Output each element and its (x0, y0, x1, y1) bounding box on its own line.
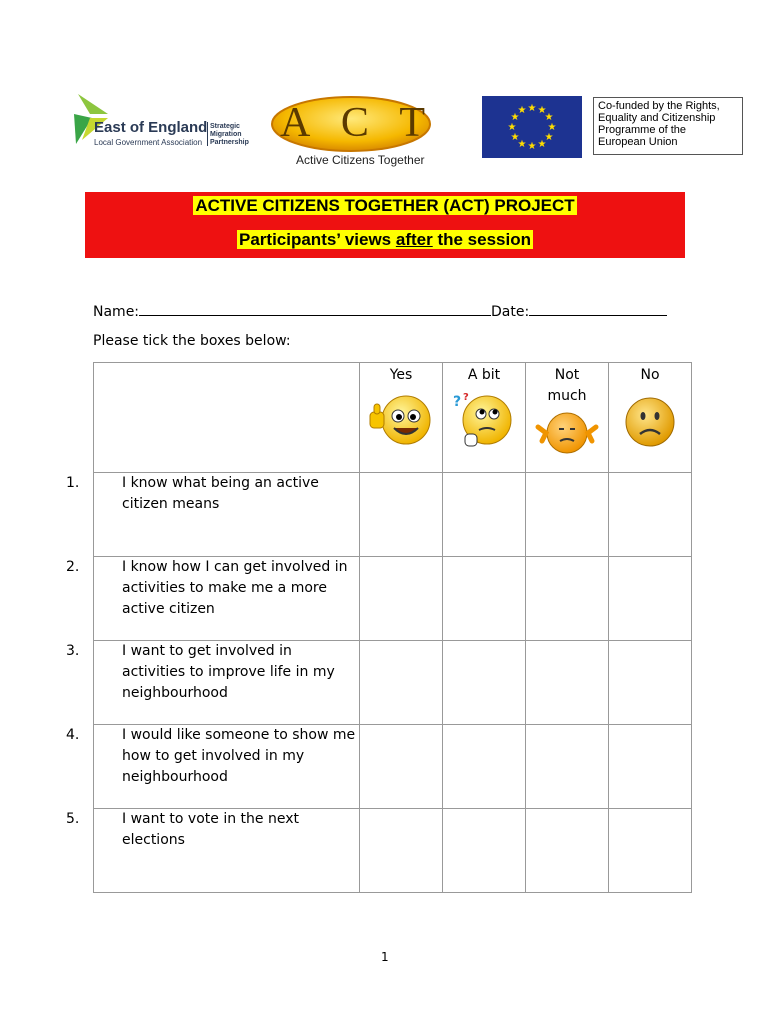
header-a-bit: A bit ? ? (443, 363, 526, 473)
svg-text:?: ? (453, 394, 462, 410)
table-row (94, 641, 692, 725)
instruction-text: Please tick the boxes below: (93, 333, 291, 349)
act-logo (270, 95, 435, 170)
name-label: Name: (93, 304, 140, 320)
sad-smiley-icon (615, 390, 685, 450)
name-field[interactable] (139, 301, 491, 316)
eu-stars-icon (482, 96, 582, 158)
header-blank-cell (94, 363, 360, 473)
checkbox-q5-a-bit[interactable] (443, 809, 526, 893)
eu-flag (482, 96, 582, 158)
svg-text:★: ★ (517, 139, 527, 150)
checkbox-q4-a-bit[interactable] (443, 725, 526, 809)
not-much-label: Not much (547, 367, 587, 404)
checkbox-q1-no[interactable] (609, 473, 692, 557)
title-banner (85, 192, 685, 258)
question-4: 4. I would like someone to show me how to get involved in my neighbourhood (94, 725, 360, 809)
header-not-much (526, 363, 609, 473)
question-3: 3. I want to get involved in activities to improve life in my neighbourhood (94, 641, 360, 725)
eoe-subtitle: Local Government Association (94, 138, 203, 147)
table-row (94, 725, 692, 809)
header-yes: Yes (360, 363, 443, 473)
table-header-row (94, 363, 692, 473)
checkbox-q3-yes[interactable] (360, 641, 443, 725)
checkbox-q5-no[interactable] (609, 809, 692, 893)
svg-text:★: ★ (547, 122, 557, 133)
svg-text:★: ★ (544, 112, 554, 123)
eoe-divider (207, 122, 208, 146)
date-field[interactable] (529, 301, 667, 316)
svg-text:★: ★ (537, 105, 547, 116)
checkbox-q3-no[interactable] (609, 641, 692, 725)
svg-text:★: ★ (527, 103, 537, 114)
checkbox-q1-a-bit[interactable] (443, 473, 526, 557)
date-label: Date: (491, 304, 530, 320)
session-subtitle: Participants’ views after the session (239, 230, 531, 249)
eoe-title: East of England (94, 119, 208, 136)
eoe-side-text: Strategic Migration Partnership (210, 123, 249, 146)
checkbox-q2-yes[interactable] (360, 557, 443, 641)
table-row (94, 473, 692, 557)
banner-title-row (85, 196, 685, 216)
table-row (94, 809, 692, 893)
svg-text:★: ★ (510, 132, 520, 143)
svg-text:★: ★ (527, 141, 537, 152)
svg-text:★: ★ (537, 139, 547, 150)
svg-text:★: ★ (510, 112, 520, 123)
checkbox-q2-not-much[interactable] (526, 557, 609, 641)
svg-text:?: ? (463, 392, 469, 403)
project-title: ACTIVE CITIZENS TOGETHER (ACT) PROJECT (195, 196, 575, 215)
checkbox-q3-a-bit[interactable] (443, 641, 526, 725)
shrugging-smiley-icon (532, 407, 602, 455)
act-letters: A C T (280, 100, 425, 146)
question-1: 1. I know what being an active citizen means (94, 473, 360, 557)
checkbox-q1-not-much[interactable] (526, 473, 609, 557)
thinking-smiley-icon (449, 390, 519, 450)
checkbox-q3-not-much[interactable] (526, 641, 609, 725)
checkbox-q2-a-bit[interactable] (443, 557, 526, 641)
feedback-table (66, 362, 692, 893)
cofunded-notice: Co-funded by the Rights, Equality and Citizenship Programme of the European Union (593, 97, 743, 155)
svg-text:★: ★ (507, 122, 517, 133)
svg-text:★: ★ (544, 132, 554, 143)
question-2: 2. I know how I can get involved in activities to make me a more active citizen (94, 557, 360, 641)
svg-text:★: ★ (517, 105, 527, 116)
table-row (94, 557, 692, 641)
east-of-england-logo (72, 92, 252, 152)
checkbox-q1-yes[interactable] (360, 473, 443, 557)
question-5: 5. I want to vote in the next elections (94, 809, 360, 893)
thumbs-up-smiley-icon (366, 390, 436, 450)
name-date-line (93, 301, 667, 320)
act-subtitle: Active Citizens Together (296, 153, 425, 167)
checkbox-q2-no[interactable] (609, 557, 692, 641)
page-number: 1 (381, 950, 389, 964)
checkbox-q5-not-much[interactable] (526, 809, 609, 893)
checkbox-q4-no[interactable] (609, 725, 692, 809)
checkbox-q5-yes[interactable] (360, 809, 443, 893)
checkbox-q4-yes[interactable] (360, 725, 443, 809)
checkbox-q4-not-much[interactable] (526, 725, 609, 809)
banner-subtitle-row (85, 230, 685, 250)
header-no: No (609, 363, 692, 473)
